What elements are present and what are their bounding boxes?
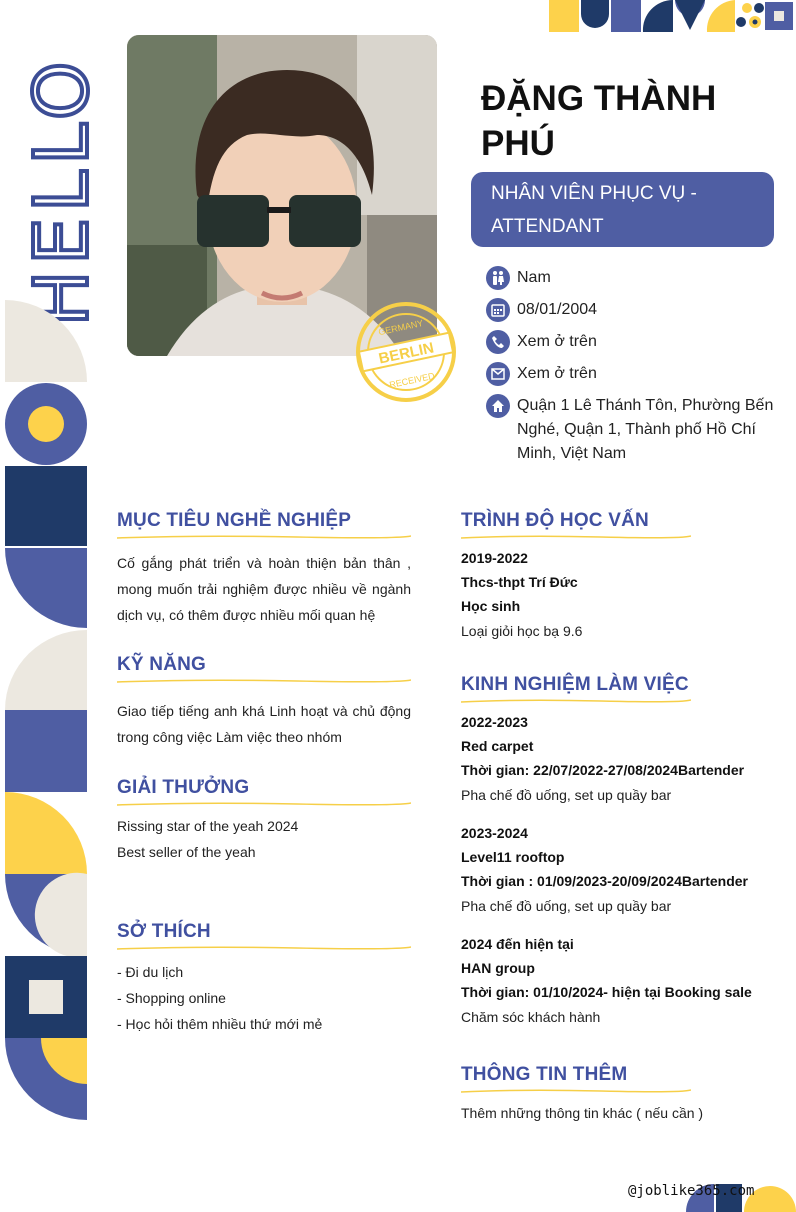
hello-text: HELLO [19, 55, 105, 327]
contact-gender [486, 266, 776, 290]
experience-desc: Pha chế đồ uống, set up quầy bar [461, 898, 672, 914]
phone-text: Xem ở trên [517, 333, 597, 350]
experience-detail: Thời gian: 01/10/2024- hiện tại Booking sale [461, 984, 752, 1000]
stamp-country: GERMANY [377, 317, 425, 338]
footer-watermark: @joblike365.com [628, 1183, 755, 1199]
gender-text: Nam [517, 269, 551, 286]
contact-list [486, 266, 776, 474]
experience-item [461, 710, 781, 808]
education-school: Thcs-thpt Trí Đức [461, 574, 578, 590]
skills-title: KỸ NĂNG [117, 654, 207, 675]
top-decoration [549, 0, 796, 32]
award-item: Best seller of the yeah [117, 844, 256, 860]
hobbies-title: SỞ THÍCH [117, 921, 211, 942]
birthday-text: 08/01/2004 [517, 301, 598, 318]
contact-email [486, 362, 776, 386]
experience-title: KINH NGHIỆM LÀM VIỆC [461, 674, 689, 695]
title-underline [117, 534, 411, 540]
section-skills [117, 653, 411, 750]
title-underline [461, 698, 691, 704]
job-title-badge: NHÂN VIÊN PHỤC VỤ - ATTENDANT [471, 172, 774, 247]
skills-text: Giao tiếp tiếng anh khá Linh hoạt và chủ động trong công việc Làm việc theo nhóm [117, 703, 411, 745]
award-item: Rissing star of the yeah 2024 [117, 818, 299, 834]
mail-icon [486, 362, 510, 386]
contact-address [486, 394, 776, 466]
title-underline [461, 534, 691, 540]
experience-period: 2023-2024 [461, 825, 528, 841]
candidate-name: ĐẶNG THÀNH PHÚ [481, 79, 717, 163]
home-icon [486, 394, 510, 418]
education-position: Học sinh [461, 598, 521, 614]
hobby-item: - Học hỏi thêm nhiều thứ mới mẻ [117, 1016, 323, 1032]
hello-decoration [12, 56, 112, 326]
phone-icon [486, 330, 510, 354]
education-note: Loại giỏi học bạ 9.6 [461, 623, 583, 639]
section-experience [461, 673, 781, 1030]
experience-company: Level11 rooftop [461, 849, 565, 865]
email-text: Xem ở trên [517, 365, 597, 382]
experience-detail: Thời gian : 01/09/2023-20/09/2024Bartender [461, 873, 748, 889]
education-title: TRÌNH ĐỘ HỌC VẤN [461, 510, 649, 531]
experience-desc: Chăm sóc khách hành [461, 1009, 601, 1025]
stamp-received: RECEIVED [388, 370, 436, 391]
gender-icon [486, 266, 510, 290]
title-underline [117, 945, 411, 951]
title-underline [117, 678, 411, 684]
berlin-stamp [354, 300, 458, 404]
education-period: 2019-2022 [461, 550, 528, 566]
experience-item [461, 821, 781, 919]
address-text: Quận 1 Lê Thánh Tôn, Phường Bến Nghé, Quận 1, Thành phố Hồ Chí Minh, Việt Nam [517, 397, 774, 462]
section-awards [117, 776, 411, 865]
extra-text: Thêm những thông tin khác ( nếu cần ) [461, 1105, 704, 1121]
experience-company: Red carpet [461, 738, 534, 754]
calendar-icon [486, 298, 510, 322]
hobby-item: - Đi du lịch [117, 964, 184, 980]
awards-title: GIẢI THƯỞNG [117, 777, 250, 798]
experience-desc: Pha chế đồ uống, set up quầy bar [461, 787, 672, 803]
title-underline [117, 801, 411, 807]
section-education [461, 509, 771, 644]
section-extra [461, 1063, 771, 1126]
experience-period: 2022-2023 [461, 714, 528, 730]
experience-item [461, 932, 781, 1030]
title-underline [461, 1088, 691, 1094]
hobby-item: - Shopping online [117, 990, 226, 1006]
experience-company: HAN group [461, 960, 535, 976]
experience-detail: Thời gian: 22/07/2022-27/08/2024Bartender [461, 762, 745, 778]
section-hobbies [117, 920, 411, 1037]
contact-phone [486, 330, 776, 354]
experience-period: 2024 đến hiện tại [461, 936, 574, 952]
objective-text: Cố gắng phát triển và hoàn thiện bản thân , mong muốn trải nghiệm được nhiều về ngành dịch vụ, có thêm được nhiều mối quan hệ [117, 555, 411, 623]
contact-birthday [486, 298, 776, 322]
section-objective [117, 509, 411, 628]
extra-title: THÔNG TIN THÊM [461, 1064, 628, 1085]
objective-title: MỤC TIÊU NGHỀ NGHIỆP [117, 510, 352, 531]
left-decoration [5, 300, 87, 1120]
stamp-city: BERLIN [377, 339, 436, 368]
